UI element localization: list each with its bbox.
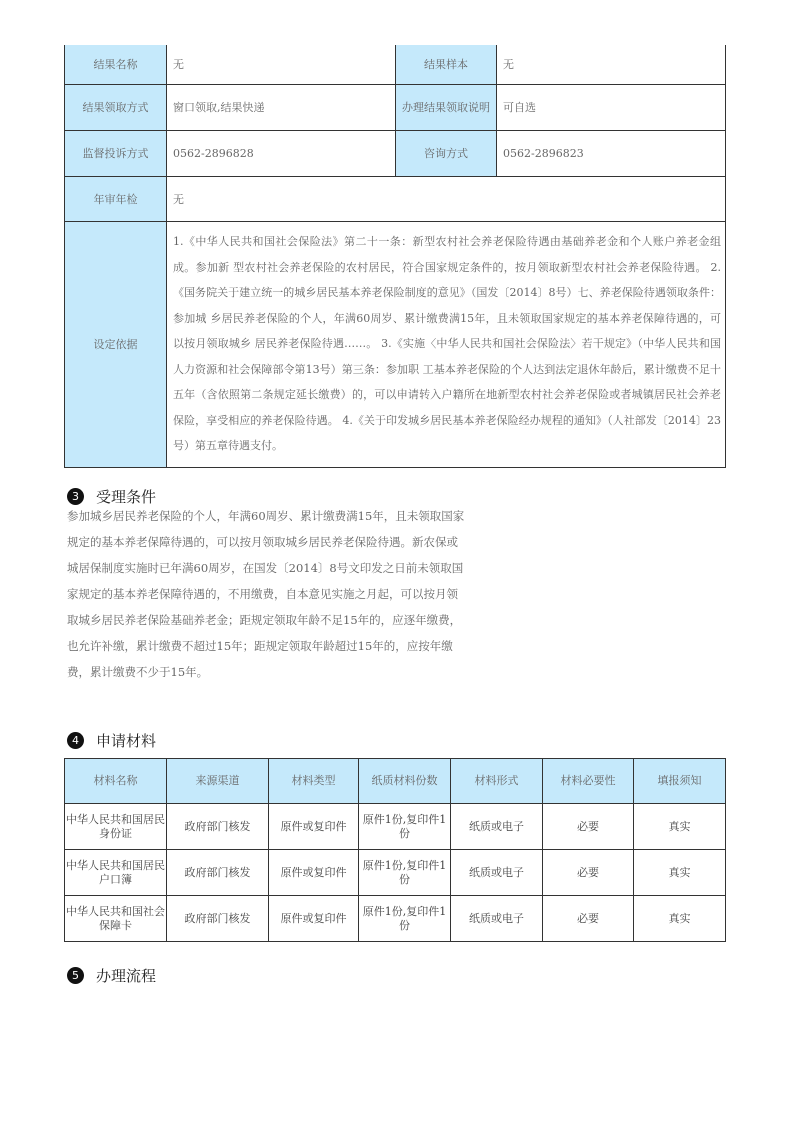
col-header-necessity: 材料必要性 [543, 759, 634, 804]
table-row [65, 804, 726, 850]
material-source: 政府部门核发 [167, 804, 269, 850]
service-info-table [64, 45, 726, 468]
result-pickup-method-value: 窗口领取,结果快递 [167, 84, 396, 130]
result-name-label: 结果名称 [65, 45, 167, 84]
materials-header-row [65, 759, 726, 804]
material-type: 原件或复印件 [269, 896, 359, 942]
material-source: 政府部门核发 [167, 896, 269, 942]
material-notes: 真实 [634, 896, 726, 942]
info-row [65, 84, 726, 130]
col-header-name: 材料名称 [65, 759, 167, 804]
acceptance-conditions-text: 参加城乡居民养老保险的个人，年满60周岁、累计缴费满15年，且未领取国家规定的基本养老保障待遇的，可以按月领取城乡居民养老保险待遇。新农保或城居保制度实施时已年满60周岁，在国发〔2014〕8号文印发之日前未领取国家规定的基本养老保障待遇的，不用缴费，自本意见实施之月起，可以按月领取城乡居民养老保险基础养老金；距规定领取年龄不足15年的，应逐年缴费，也允许补缴，累计缴费不超过15年；距规定领取年龄超过15年的，应按年缴费，累计缴费不少于15年。 [67, 509, 465, 679]
material-form: 纸质或电子 [451, 804, 543, 850]
material-source: 政府部门核发 [167, 850, 269, 896]
material-copies: 原件1份,复印件1份 [359, 850, 451, 896]
material-form: 纸质或电子 [451, 896, 543, 942]
section-title: 办理流程 [96, 967, 157, 985]
table-row [65, 896, 726, 942]
legal-basis-text: 1.《中华人民共和国社会保险法》第二十一条：新型农村社会养老保险待遇由基础养老金和个人账户养老金组成。参加新 型农村社会养老保险的农村居民，符合国家规定条件的，按月领取新型农村社会养老保险待遇。 2.《国务院关于建立统一的城乡居民基本养老保险制度的意见》（国发〔2014〕8号）七、养老保险待遇领取条件：参加城 乡居民养老保险的个人，年满60周岁、累计缴费满15年，且未领取国家规定的基本养老保障待遇的，可以按月领取城乡 居民养老保险待遇……。 3.《实施〈中华人民共和国社会保险法〉若干规定》（中华人民共和国人力资源和社会保障部令第13号）第三条：参加职 工基本养老保险的个人达到法定退休年龄后，累计缴费不足十五年（含依照第二条规定延长缴费）的，可以申请转入户籍所在地新型农村社会养老保险或者城镇居民社会养老保险，享受相应的养老保险待遇。 4.《关于印发城乡居民基本养老保险经办规程的通知》（人社部发〔2014〕23号）第五章待遇支付。 [167, 221, 726, 467]
result-name-value: 无 [167, 45, 396, 84]
material-copies: 原件1份,复印件1份 [359, 804, 451, 850]
legal-basis-label: 设定依据 [65, 221, 167, 467]
result-sample-label: 结果样本 [396, 45, 497, 84]
result-pickup-note-label: 办理结果领取说明 [396, 84, 497, 130]
material-notes: 真实 [634, 804, 726, 850]
number-badge-icon: 4 [67, 732, 84, 749]
material-necessity: 必要 [543, 804, 634, 850]
consult-phone-value: 0562-2896823 [497, 130, 726, 176]
material-type: 原件或复印件 [269, 850, 359, 896]
result-pickup-method-label: 结果领取方式 [65, 84, 167, 130]
material-name: 中华人民共和国居民身份证 [65, 804, 167, 850]
materials-table [64, 758, 726, 942]
section-title: 受理条件 [96, 488, 157, 506]
material-type: 原件或复印件 [269, 804, 359, 850]
material-form: 纸质或电子 [451, 850, 543, 896]
result-sample-value: 无 [497, 45, 726, 84]
col-header-type: 材料类型 [269, 759, 359, 804]
material-name: 中华人民共和国社会保障卡 [65, 896, 167, 942]
material-necessity: 必要 [543, 850, 634, 896]
consult-method-label: 咨询方式 [396, 130, 497, 176]
info-row [65, 45, 726, 84]
result-pickup-note-value: 可自选 [497, 84, 726, 130]
col-header-form: 材料形式 [451, 759, 543, 804]
section-heading-process [67, 965, 156, 986]
complaint-phone-value: 0562-2896828 [167, 130, 396, 176]
info-row [65, 176, 726, 221]
material-necessity: 必要 [543, 896, 634, 942]
section-title: 申请材料 [96, 732, 157, 750]
material-name: 中华人民共和国居民户口簿 [65, 850, 167, 896]
material-notes: 真实 [634, 850, 726, 896]
col-header-copies: 纸质材料份数 [359, 759, 451, 804]
col-header-notes: 填报须知 [634, 759, 726, 804]
complaint-method-label: 监督投诉方式 [65, 130, 167, 176]
number-badge-icon: 3 [67, 488, 84, 505]
info-row [65, 221, 726, 467]
annual-review-label: 年审年检 [65, 176, 167, 221]
table-row [65, 850, 726, 896]
annual-review-value: 无 [167, 176, 726, 221]
section-heading-materials [67, 730, 156, 751]
material-copies: 原件1份,复印件1份 [359, 896, 451, 942]
number-badge-icon: 5 [67, 967, 84, 984]
col-header-source: 来源渠道 [167, 759, 269, 804]
info-row [65, 130, 726, 176]
